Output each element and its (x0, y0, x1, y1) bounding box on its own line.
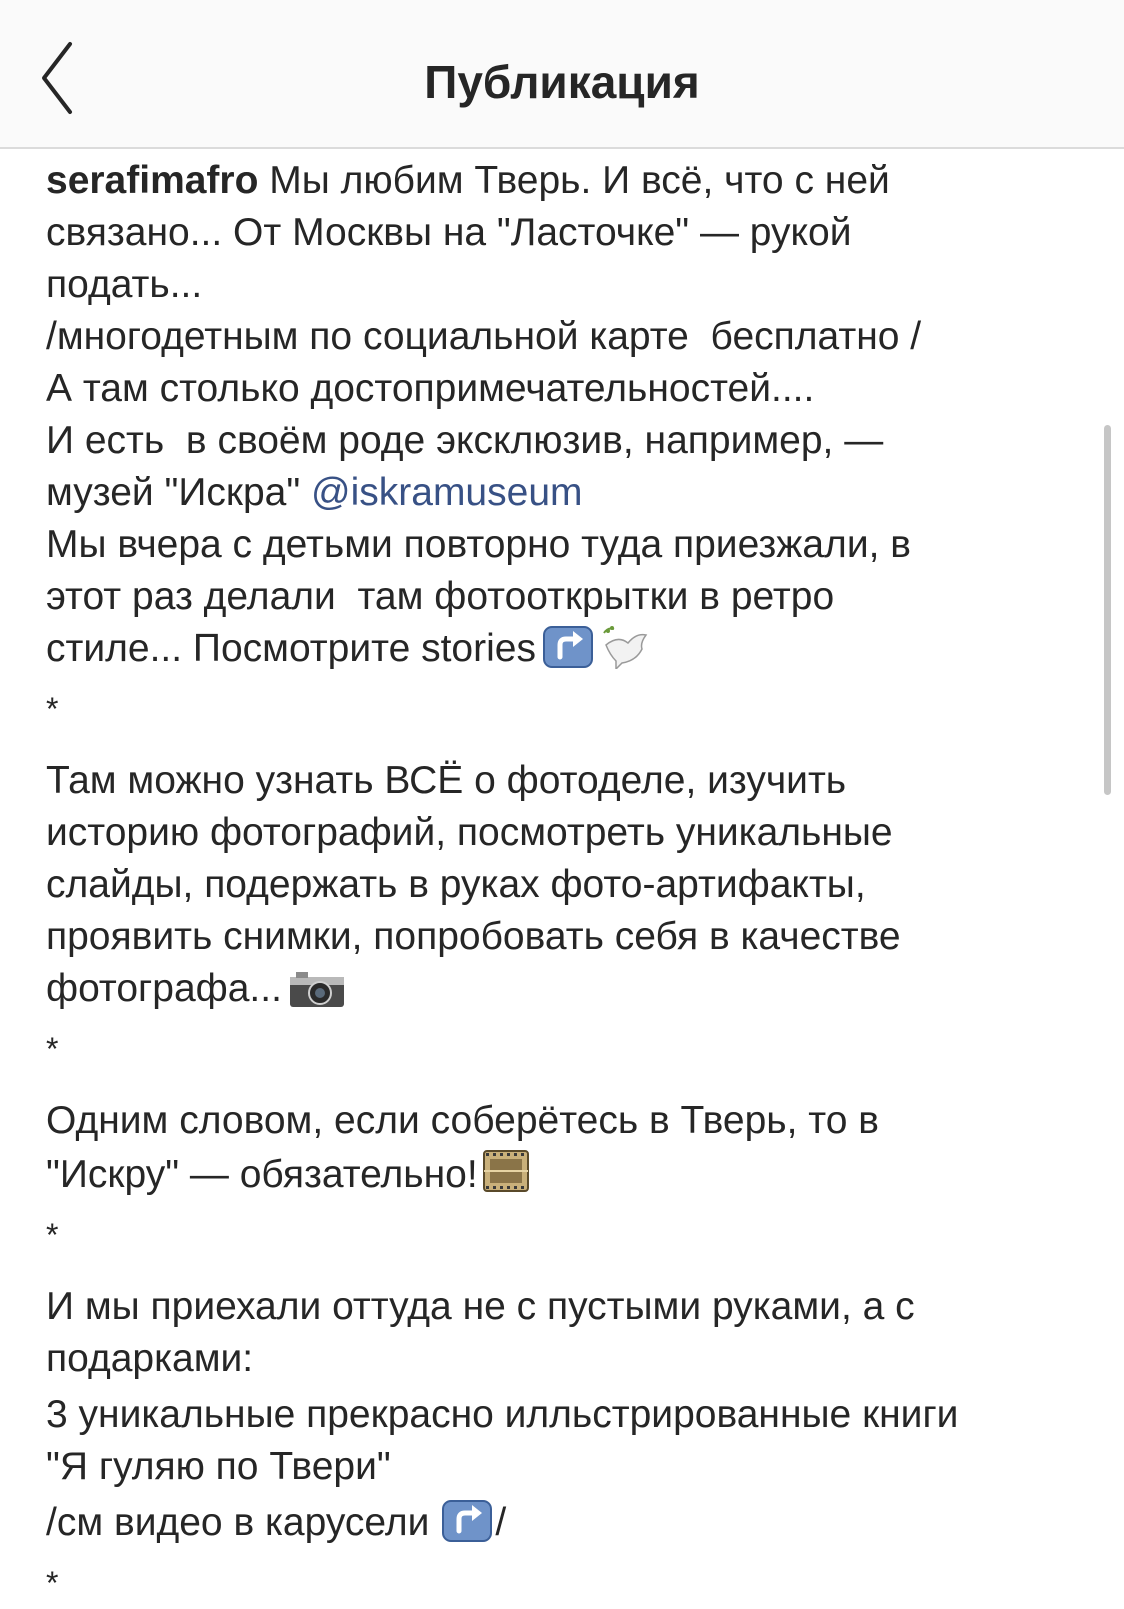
caption-separator: * (46, 1217, 59, 1253)
caption-line: Одним словом, если соберётесь в Тверь, то в (46, 1099, 879, 1142)
caption-line: И мы приехали оттуда не с пустыми руками, а с (46, 1285, 915, 1328)
caption-text: /см видео в карусели (46, 1501, 430, 1544)
caption-line: 3 уникальные прекрасно илльстрированные книги (46, 1393, 959, 1436)
page-title: Публикация (424, 56, 700, 108)
caption-text: фотографа... (46, 967, 282, 1010)
arrow-up-right-emoji-icon (542, 625, 596, 683)
caption-separator: * (46, 1565, 59, 1601)
dove-emoji-icon (602, 625, 652, 683)
caption-line: подарками: (46, 1337, 254, 1380)
caption-separator: * (46, 1031, 59, 1067)
caption-text: музей "Искра" (46, 471, 312, 514)
caption-separator: * (46, 691, 59, 727)
film-strip-emoji-icon (478, 1147, 536, 1209)
caption-text: / (495, 1501, 507, 1544)
paragraph-gap (46, 735, 1096, 755)
caption-line: подать... (46, 263, 203, 306)
mention-link[interactable]: @iskramuseum (311, 471, 583, 514)
chevron-left-icon (32, 38, 92, 118)
caption-line: слайды, подержать в руках фото-артифакты, (46, 863, 866, 906)
caption-line: этот раз делали там фотооткрытки в ретро (46, 575, 835, 618)
top-navigation-bar (0, 0, 1124, 149)
post-caption (46, 155, 1096, 1609)
caption-line (46, 1497, 1096, 1557)
caption-line: И есть в своём роде эксклюзив, например, — (46, 419, 884, 462)
arrow-up-right-emoji-icon (441, 1499, 495, 1557)
caption-line: Там можно узнать ВСЁ о фотоделе, изучить (46, 759, 847, 802)
back-button[interactable] (32, 38, 92, 118)
caption-line: Мы вчера с детьми повторно туда приезжали, в (46, 523, 911, 566)
caption-line: проявить снимки, попробовать себя в качестве (46, 915, 901, 958)
caption-line (46, 963, 1096, 1023)
caption-line (46, 623, 1096, 683)
caption-line (46, 155, 1096, 207)
caption-text: "Искру" — обязательно! (46, 1153, 478, 1196)
vertical-scrollbar[interactable] (1104, 425, 1111, 795)
caption-line: связано... От Москвы на "Ласточке" — рукой (46, 211, 852, 254)
paragraph-gap (46, 1075, 1096, 1095)
paragraph-gap (46, 1261, 1096, 1281)
caption-line: историю фотографий, посмотреть уникальные (46, 811, 893, 854)
camera-emoji-icon (288, 969, 348, 1023)
caption-text: стиле... Посмотрите stories (46, 627, 536, 670)
caption-line: /многодетным по социальной карте бесплатно / (46, 315, 922, 358)
caption-username-link[interactable]: serafimafro (46, 159, 259, 202)
caption-line: "Я гуляю по Твери" (46, 1445, 391, 1488)
caption-line: А там столько достопримечательностей.... (46, 367, 815, 410)
caption-line (46, 467, 1096, 519)
caption-line (46, 1147, 1096, 1209)
caption-text: Мы любим Тверь. И всё, что с ней (258, 159, 890, 202)
